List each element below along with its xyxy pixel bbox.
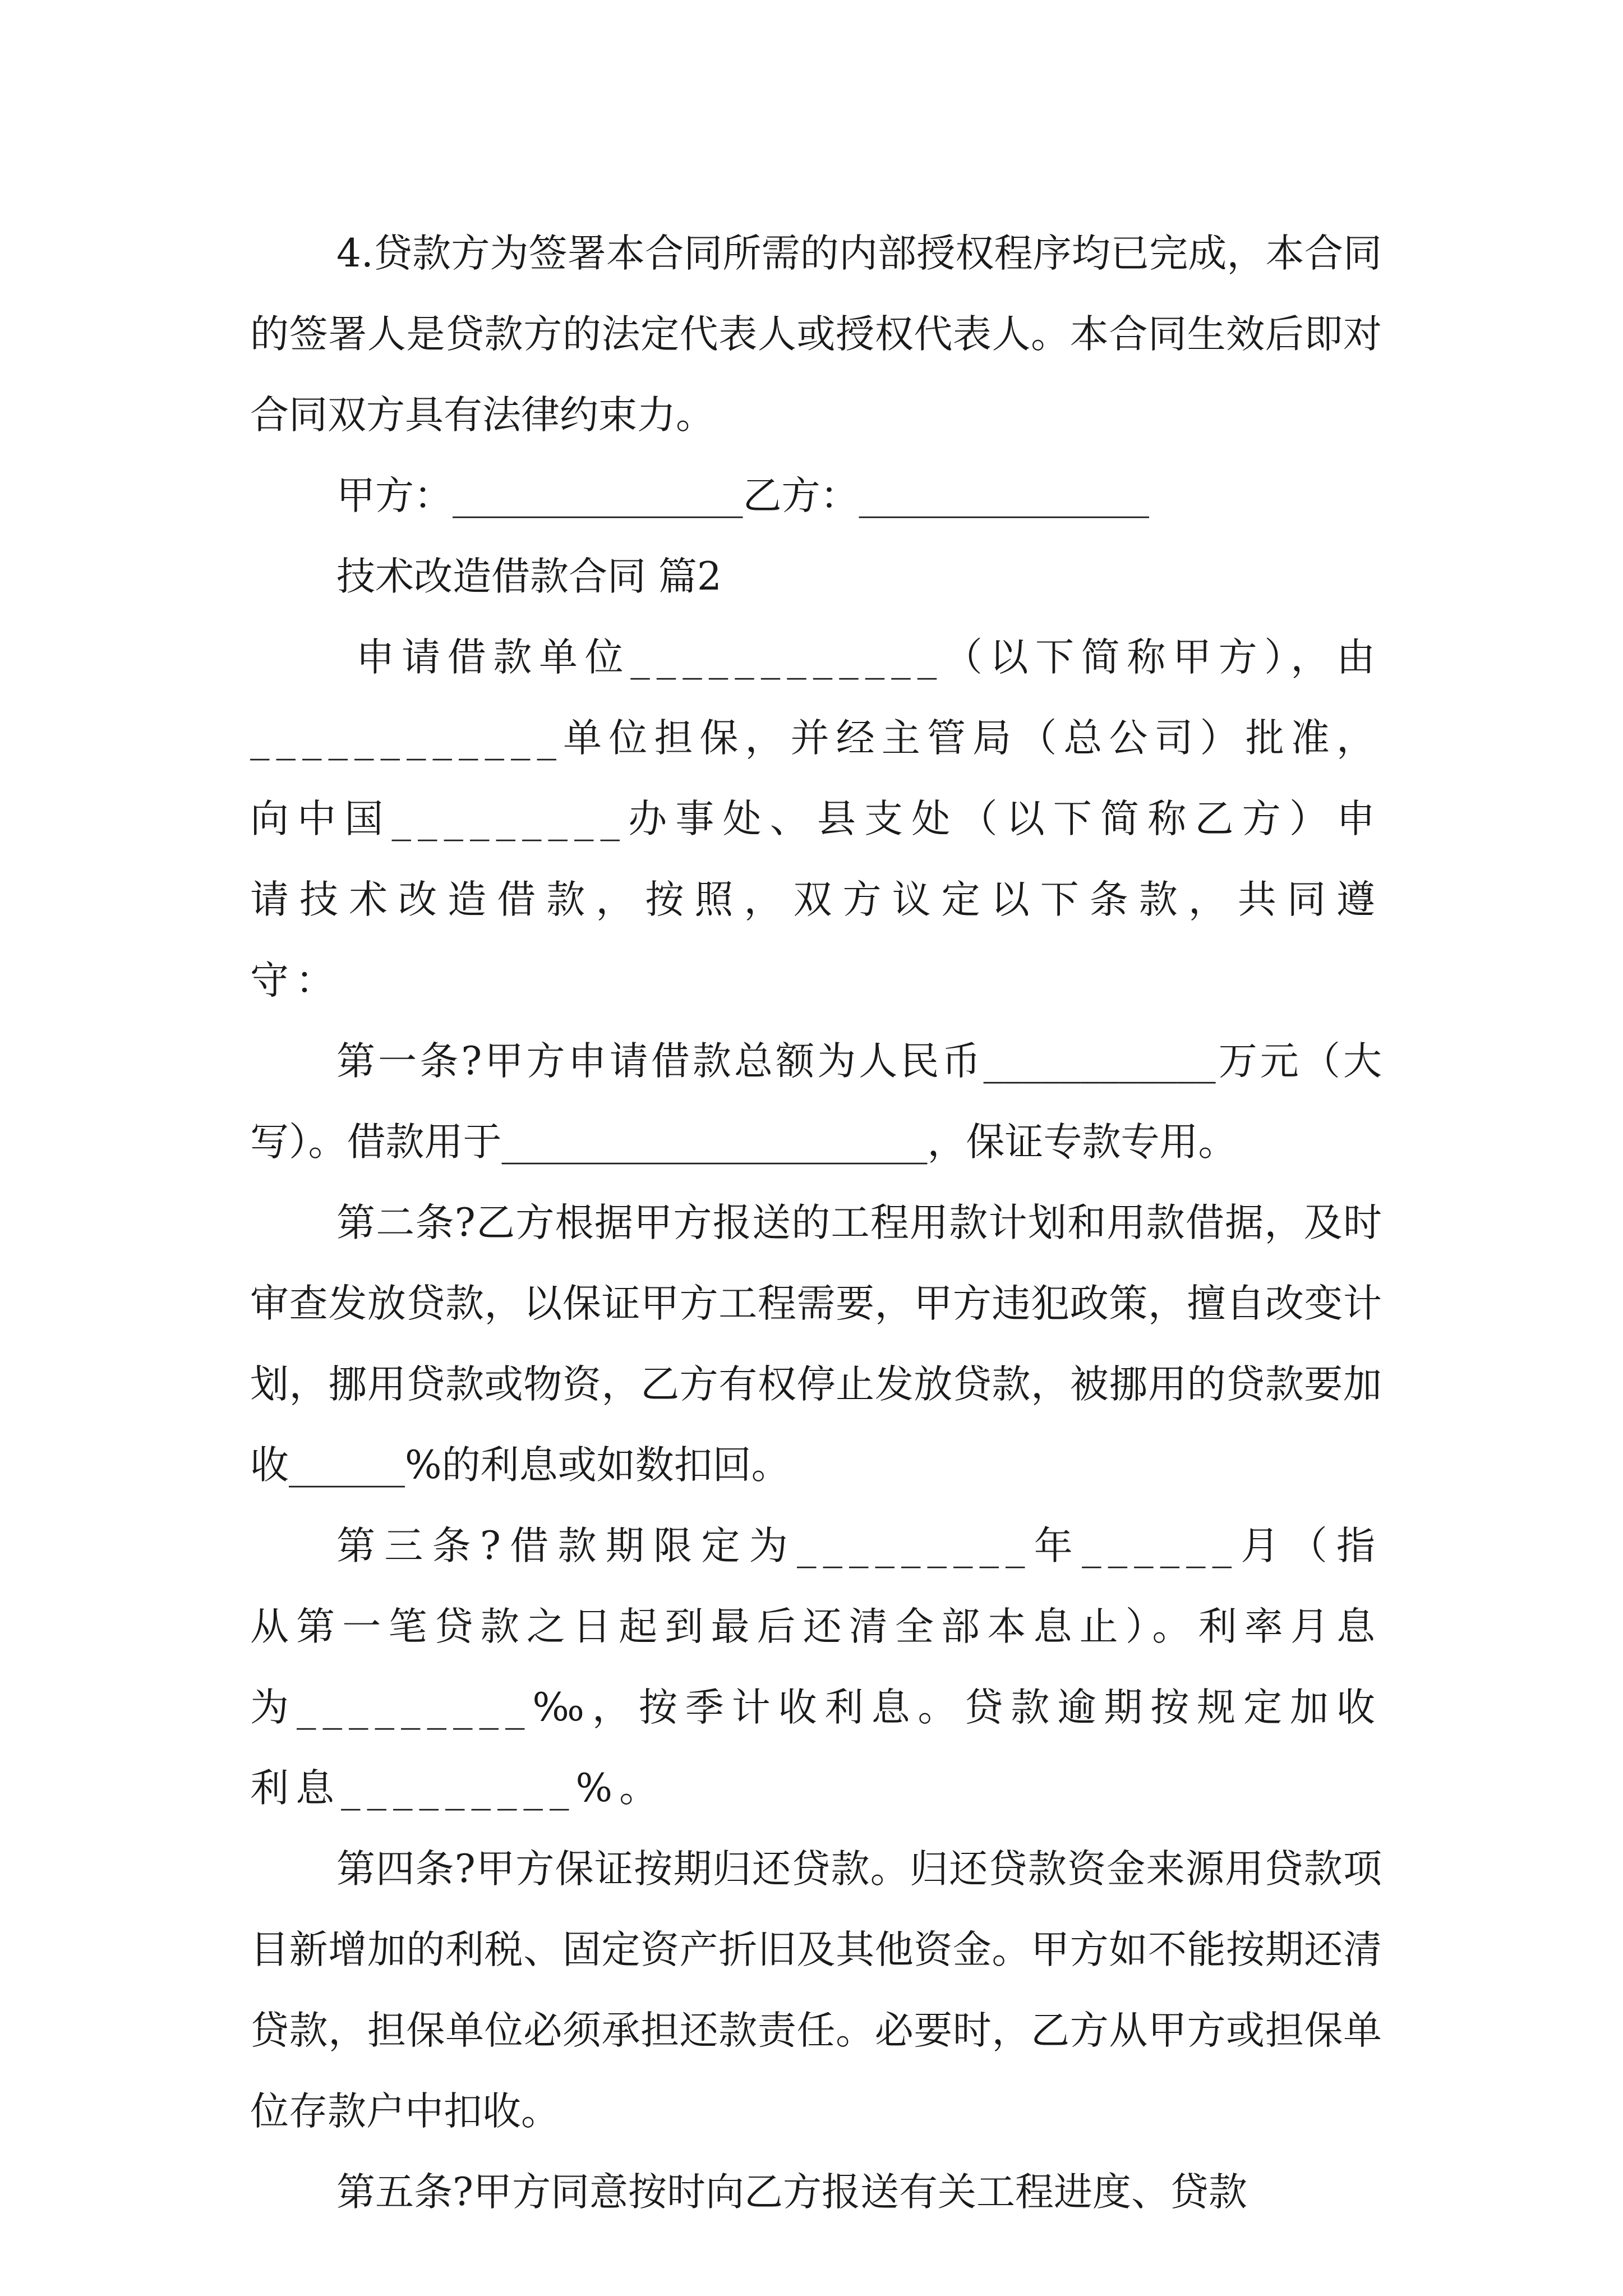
article-1: 第一条?甲方申请借款总额为人民币____________万元（大写）。借款用于______________________，保证专款专用。 [250,1039,1382,1165]
article-4: 第四条?甲方保证按期归还贷款。归还贷款资金来源用贷款项目新增加的利税、固定资产折旧及其他资金。甲方如不能按期还清贷款，担保单位必须承担还款责任。必要时，乙方从甲方或担保单位存款户中扣收。 [250,1847,1382,2134]
clause-4-authorization: 4.贷款方为签署本合同所需的内部授权程序均已完成，本合同的签署人是贷款方的法定代表人或授权代表人。本合同生效后即对合同双方具有法律约束力。 [250,231,1382,438]
section-title: 技术改造借款合同 篇2 [336,554,722,599]
document-body [250,213,1382,2233]
signature-line: 甲方：_______________乙方：_______________ [336,473,1149,518]
article-3: 第三条?借款期限定为_________年______月（指从第一笔贷款之日起到最后还清全部本息止）。利率月息为_________‰，按季计收利息。贷款逾期按规定加收利息_________%。 [250,1524,1382,1811]
intro-paragraph: 申请借款单位____________（以下简称甲方），由____________单位担保，并经主管局（总公司）批准，向中国_________办事处、县支处（以下简称乙方）申请技术改造借款，按照，双方议定以下条款，共同遵守： [250,635,1382,1003]
article-2: 第二条?乙方根据甲方报送的工程用款计划和用款借据，及时审查发放贷款，以保证甲方工程需要，甲方违犯政策，擅自改变计划，挪用贷款或物资，乙方有权停止发放贷款，被挪用的贷款要加收______%的利息或如数扣回。 [250,1200,1382,1488]
article-5: 第五条?甲方同意按时向乙方报送有关工程进度、贷款 [336,2170,1247,2215]
